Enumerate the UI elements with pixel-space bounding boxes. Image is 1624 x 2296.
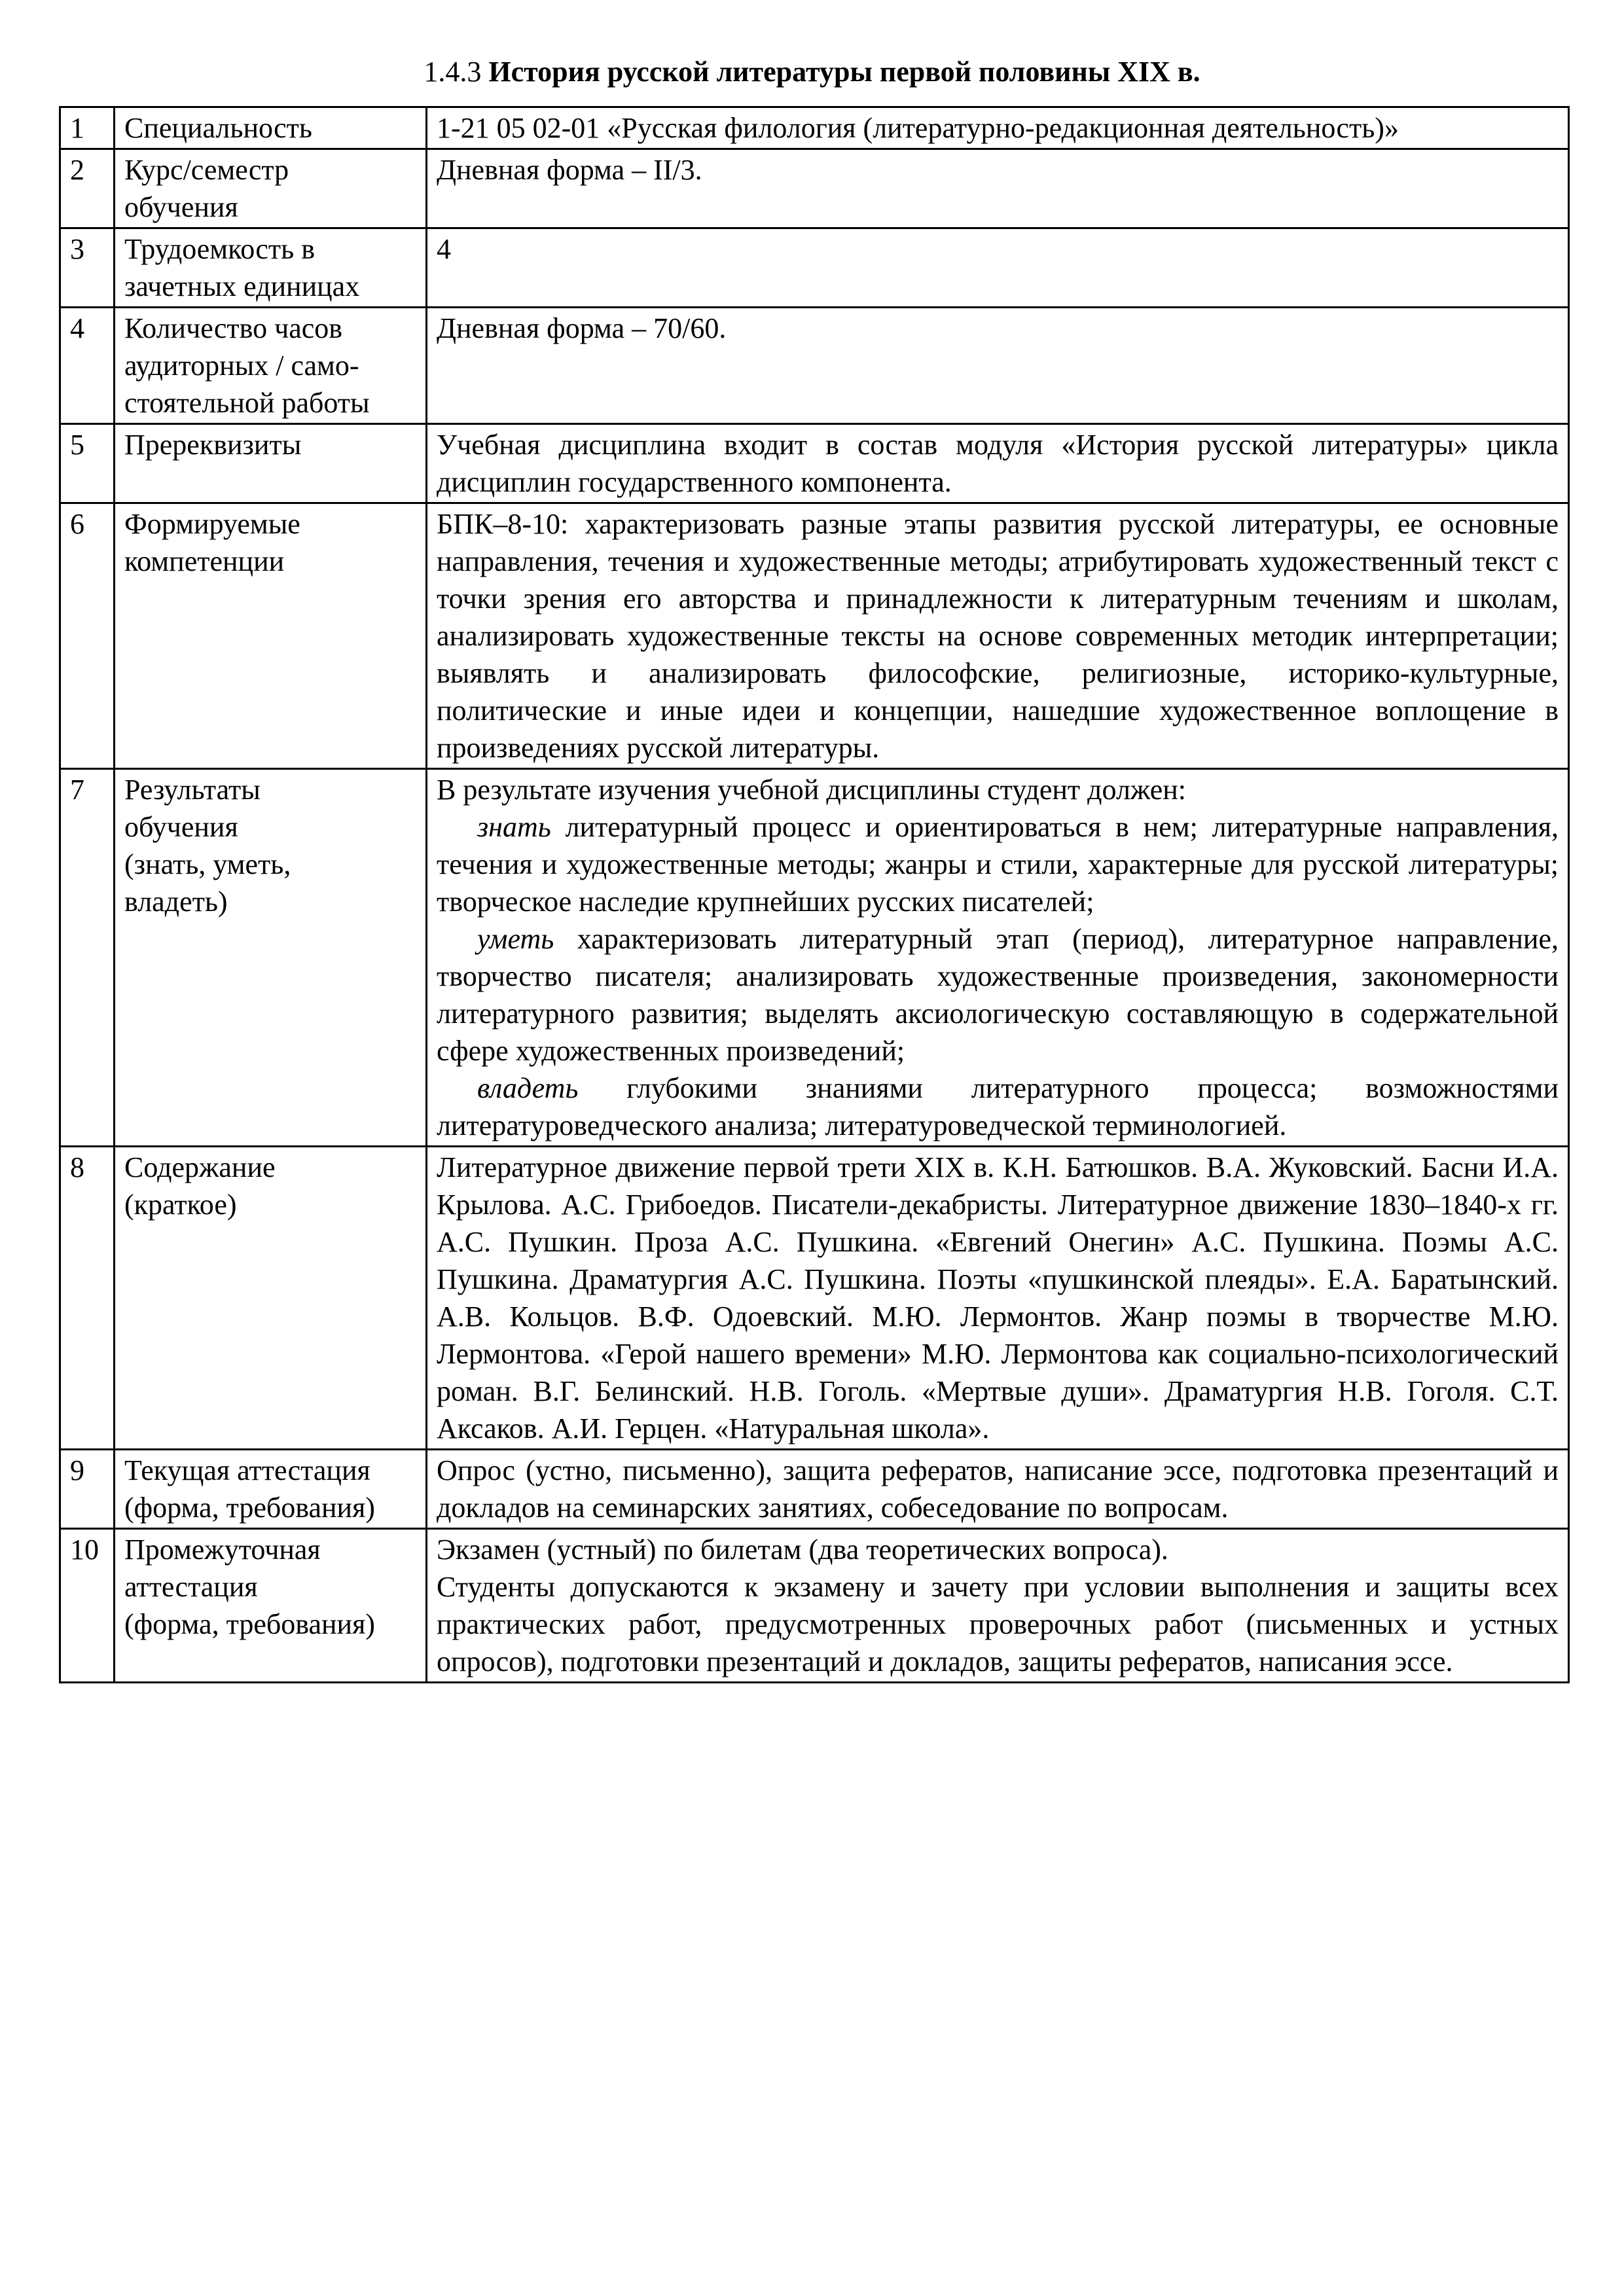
row-value — [427, 1147, 1569, 1450]
row-value-text: Учебная дисциплина входит в состав модуля «История русской литературы» цикла дисциплин государственного компонента. — [437, 429, 1559, 498]
row-label-line: аттестация — [124, 1571, 258, 1603]
row-label-line: обучения — [124, 811, 238, 843]
row-label-line: стоятельной работы — [124, 387, 370, 419]
row-value-text: Литературное движение первой трети XIX в. К.Н. Батюшков. В.А. Жуковский. Басни И.А. Крылова. А.С. Грибоедов. Писатели-декабристы. Литературное движение 1830–1840-х гг. А.С. Пушкин. Проза А.С. Пушкина. «Евгений Онегин» А.С. Пушкина. Поэмы А.С. Пушкина. Драматургия А.С. Пушкина. Поэты «пушкинской плеяды». Е.А. Баратынский. А.В. Кольцов. В.Ф. Одоевский. М.Ю. Лермонтов. Жанр поэмы в творчестве М.Ю. Лермонтова. «Герой нашего времени» М.Ю. Лермонтова как социально-психологический роман. В.Г. Белинский. Н.В. Гоголь. «Мертвые души». Драматургия Н.В. Гоголя. С.Т. Аксаков. А.И. Герцен. «Натуральная школа». — [437, 1151, 1559, 1444]
row-label-line: Специальность — [124, 112, 312, 144]
row-label — [115, 769, 427, 1147]
table-row — [60, 149, 1569, 228]
row-label — [115, 1147, 427, 1450]
result-item-master — [437, 1069, 1559, 1144]
result-text: характеризовать литературный этап (период), литературное направление, творчество писателя; анализировать художественные произведения, закономерности литературного развития; выделять аксиологическую составляющую в содержательной сфере художественных произведений; — [437, 923, 1559, 1067]
row-label-line: (форма, требования) — [124, 1492, 375, 1524]
row-label-line: обучения — [124, 191, 238, 223]
row-value-text: Дневная форма – II/3. — [437, 154, 702, 186]
row-value-text: Экзамен (устный) по билетам (два теоретических вопроса). — [437, 1534, 1168, 1566]
result-term: владеть — [477, 1072, 579, 1104]
table-row — [60, 1147, 1569, 1450]
row-label — [115, 228, 427, 308]
row-value — [427, 228, 1569, 308]
table-row — [60, 1529, 1569, 1683]
discipline-table — [59, 106, 1570, 1683]
row-label-line: компетенции — [124, 545, 285, 577]
row-label-line: Содержание — [124, 1151, 276, 1183]
table-row — [60, 769, 1569, 1147]
row-label-line: владеть) — [124, 886, 228, 918]
row-label-line: (краткое) — [124, 1189, 237, 1221]
table-row — [60, 228, 1569, 308]
row-label — [115, 1450, 427, 1529]
row-number: 5 — [60, 424, 115, 503]
row-label-line: Результаты — [124, 774, 261, 806]
row-label-line: Промежуточная — [124, 1534, 321, 1566]
results-intro: В результате изучения учебной дисциплины студент должен: — [437, 774, 1187, 806]
row-number: 8 — [60, 1147, 115, 1450]
row-label-line: Пререквизиты — [124, 429, 302, 461]
table-row — [60, 107, 1569, 149]
table-row — [60, 503, 1569, 769]
section-number: 1.4.3 — [424, 56, 482, 88]
result-item-know — [437, 808, 1559, 920]
result-term: знать — [477, 811, 551, 843]
row-label — [115, 503, 427, 769]
row-number: 10 — [60, 1529, 115, 1683]
row-number: 7 — [60, 769, 115, 1147]
row-number: 1 — [60, 107, 115, 149]
row-label-line: Текущая аттестация — [124, 1454, 370, 1486]
row-value-text: БПК–8-10: характеризовать разные этапы развития русской литературы, ее основные направления, течения и художественные методы; атрибутировать художественный текст с точки зрения его авторства и принадлежности к литературным течениям и школам, анализировать художественные тексты на основе современных методик интерпретации; выявлять и анализировать философские, религиозные, историко-культурные, политические и иные идеи и концепции, нашедшие художественное воплощение в произведениях русской литературы. — [437, 508, 1559, 764]
row-value-text: Дневная форма – 70/60. — [437, 312, 727, 344]
section-title: История русской литературы первой половины XIX в. — [488, 56, 1200, 88]
row-label-line: Трудоемкость в — [124, 233, 315, 265]
row-value — [427, 1450, 1569, 1529]
row-label-line: Формируемые — [124, 508, 300, 540]
row-label — [115, 1529, 427, 1683]
row-number: 2 — [60, 149, 115, 228]
row-value — [427, 1529, 1569, 1683]
result-term: уметь — [477, 923, 554, 955]
row-value — [427, 503, 1569, 769]
row-value-text: 1-21 05 02-01 «Русская филология (литературно-редакционная деятельность)» — [437, 112, 1399, 144]
row-label-line: аудиторных / само- — [124, 350, 359, 382]
table-row — [60, 308, 1569, 424]
row-label-line: зачетных единицах — [124, 270, 360, 302]
row-number: 9 — [60, 1450, 115, 1529]
row-label — [115, 308, 427, 424]
table-row — [60, 424, 1569, 503]
page-title — [0, 54, 1624, 90]
row-label — [115, 149, 427, 228]
row-value-text: Студенты допускаются к экзамену и зачету при условии выполнения и защиты всех практических работ, предусмотренных проверочных работ (письменных и устных опросов), подготовки презентаций и докладов, защиты рефератов, написания эссе. — [437, 1571, 1559, 1677]
row-label-line: Количество часов — [124, 312, 343, 344]
result-text: глубокими знаниями литературного процесса; возможностями литературоведческого анализа; литературоведческой терминологией. — [437, 1072, 1559, 1141]
row-label — [115, 424, 427, 503]
row-value — [427, 424, 1569, 503]
row-number: 3 — [60, 228, 115, 308]
row-label-line: (знать, уметь, — [124, 848, 291, 880]
row-value-text: 4 — [437, 233, 451, 265]
row-label — [115, 107, 427, 149]
row-value — [427, 769, 1569, 1147]
row-label-line: (форма, требования) — [124, 1608, 375, 1640]
result-text: литературный процесс и ориентироваться в нем; литературные направления, течения и художественные методы; жанры и стили, характерные для русской литературы; творческое наследие крупнейших русских писателей; — [437, 811, 1559, 918]
row-value — [427, 308, 1569, 424]
row-value — [427, 107, 1569, 149]
row-value — [427, 149, 1569, 228]
row-number: 4 — [60, 308, 115, 424]
table-row — [60, 1450, 1569, 1529]
row-label-line: Курс/семестр — [124, 154, 289, 186]
row-value-text: Опрос (устно, письменно), защита рефератов, написание эссе, подготовка презентаций и докладов на семинарских занятиях, собеседование по вопросам. — [437, 1454, 1559, 1524]
row-number: 6 — [60, 503, 115, 769]
result-item-can — [437, 920, 1559, 1069]
